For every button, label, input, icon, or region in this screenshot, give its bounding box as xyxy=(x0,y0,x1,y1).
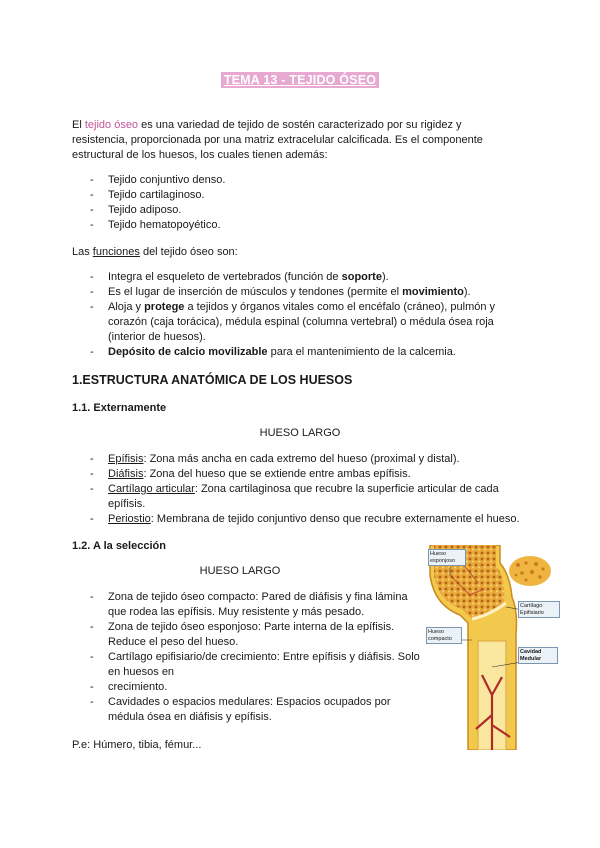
list-item: - Aloja y protege a tejidos y órganos vitales como el encéfalo (cráneo), pulmón y corazón (caja torácica), médula espinal (columna vertebral) o médula ósea roja (interior de huesos). xyxy=(90,300,520,345)
list-item: - Zona de tejido óseo esponjoso: Parte interna de la epífisis. Reduce el peso del hueso. xyxy=(90,620,422,650)
list-item: - Tejido adiposo. xyxy=(90,203,520,218)
page-title xyxy=(0,73,600,87)
example-text: P.e: Húmero, tibia, fémur... xyxy=(72,739,202,751)
hueso-largo-label-2: HUESO LARGO xyxy=(199,565,281,577)
section-parts-list xyxy=(90,590,422,725)
hueso-largo-label-1: HUESO LARGO xyxy=(259,427,341,439)
list-item: - Cavidades o espacios medulares: Espacios ocupados por médula ósea en diáfisis y epífisis. xyxy=(90,695,422,725)
list-item: - Cartílago epifisiario/de crecimiento: Entre epífisis y diáfisis. Solo en huesos en xyxy=(90,650,422,680)
functions-intro xyxy=(72,245,512,260)
label-cavidad-medular: Cavidad Medular xyxy=(518,647,558,664)
intro-paragraph xyxy=(72,118,512,163)
list-item: - Diáfisis: Zona del hueso que se extiende entre ambas epífisis. xyxy=(90,467,520,482)
section-heading-1-1: 1.1. Externamente xyxy=(72,402,167,414)
label-hueso-esponjoso: Hueso esponjoso xyxy=(428,549,466,566)
intro-prefix: El xyxy=(72,119,85,131)
functions-term: funciones xyxy=(92,246,140,258)
label-cartilago-epifisiario: Cartílago Epifisiario xyxy=(518,601,560,618)
functions-prefix: Las xyxy=(72,246,93,258)
external-parts-list xyxy=(90,452,520,527)
intro-rest: es una variedad de tejido de sostén caracterizado por su rigidez y resistencia, proporcionada por una matriz extracelular calcificada. Es el componente estructural de los huesos, los cuales tienen además: xyxy=(72,119,483,161)
section-heading-1: 1.ESTRUCTURA ANATÓMICA DE LOS HUESOS xyxy=(72,373,353,387)
intro-term: tejido óseo xyxy=(84,119,139,131)
list-item: - Es el lugar de inserción de músculos y tendones (permite el movimiento). xyxy=(90,285,520,300)
functions-list xyxy=(90,270,520,360)
spongy-bone-sample-image xyxy=(508,555,552,587)
list-item: - crecimiento. xyxy=(90,680,422,695)
label-hueso-compacto: Hueso compacto xyxy=(426,627,462,644)
components-list xyxy=(90,173,520,233)
list-item: - Cartílago articular: Zona cartilaginosa que recubre la superficie articular de cada epífisis. xyxy=(90,482,520,512)
title-text: TEMA 13 - TEJIDO ÓSEO xyxy=(221,72,379,88)
list-item: - Integra el esqueleto de vertebrados (función de soporte). xyxy=(90,270,520,285)
list-item: - Periostio: Membrana de tejido conjuntivo denso que recubre externamente el hueso. xyxy=(90,512,520,527)
list-item: - Epífisis: Zona más ancha en cada extremo del hueso (proximal y distal). xyxy=(90,452,520,467)
functions-rest: del tejido óseo son: xyxy=(139,246,238,258)
list-item: - Tejido cartilaginoso. xyxy=(90,188,520,203)
list-item: - Zona de tejido óseo compacto: Pared de diáfisis y fina lámina que rodea las epífisis. Muy resistente y más pesado. xyxy=(90,590,422,620)
list-item: - Depósito de calcio movilizable para el mantenimiento de la calcemia. xyxy=(90,345,520,360)
list-item: - Tejido conjuntivo denso. xyxy=(90,173,520,188)
list-item: - Tejido hematopoyético. xyxy=(90,218,520,233)
section-heading-1-2: 1.2. A la selección xyxy=(72,540,166,552)
